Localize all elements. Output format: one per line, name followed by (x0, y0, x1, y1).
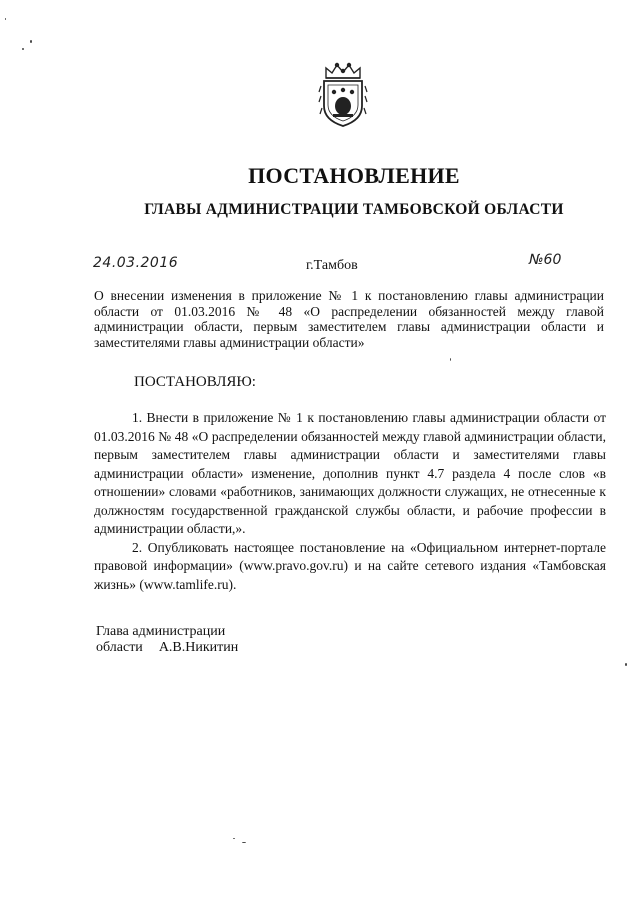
decree-word: ПОСТАНОВЛЯЮ: (134, 374, 256, 390)
document-subtitle: ГЛАВЫ АДМИНИСТРАЦИИ ТАМБОВСКОЙ ОБЛАСТИ (144, 201, 564, 218)
document-body (94, 409, 606, 594)
coat-of-arms-icon (318, 62, 368, 128)
body-item-2: 2. Опубликовать настоящее постановление на «Официальном интернет-портале правовой информации» (www.pravo.gov.ru) и на сайте сетевого издания «Тамбовская жизнь» (www.tamlife.ru). (94, 539, 606, 592)
scan-speck (233, 838, 235, 839)
document-number: №60 (529, 252, 562, 268)
document-subject: О внесении изменения в приложение № 1 к постановлению главы администрации области от 01.03.2016 № 48 «О распределении обязанностей между главой администрации области, первым заместителем главы администрации области и заместителями главы администрации области» (94, 288, 604, 350)
document-title: ПОСТАНОВЛЕНИЕ (248, 163, 460, 188)
scan-speck (30, 40, 32, 43)
scan-speck (450, 358, 451, 361)
document-date: 24.03.2016 (93, 255, 179, 271)
signature-name: А.В.Никитин (158, 640, 239, 655)
signature-position-line2: области (96, 640, 143, 655)
body-item-1: 1. Внести в приложение № 1 к постановлению главы администрации области от 01.03.2016 № 48 «О распределении обязанностей между главой администрации области, первым заместителем главы администрации области и заместителями главы администрации области» изменение, дополнив пункт 4.7 раздела 4 после слов «в отношении» словами «работников, занимающих должности служащих, не отнесенные к должностям государственной гражданской службы области, и рабочие профессии в администрации области,». (94, 410, 606, 536)
signature-block (96, 624, 238, 656)
scan-speck (242, 842, 246, 843)
scan-speck (22, 48, 24, 50)
scan-speck (625, 663, 627, 666)
scan-speck (5, 18, 6, 20)
signature-position-line1: Глава администрации (96, 624, 226, 639)
document-city: г.Тамбов (306, 258, 358, 273)
